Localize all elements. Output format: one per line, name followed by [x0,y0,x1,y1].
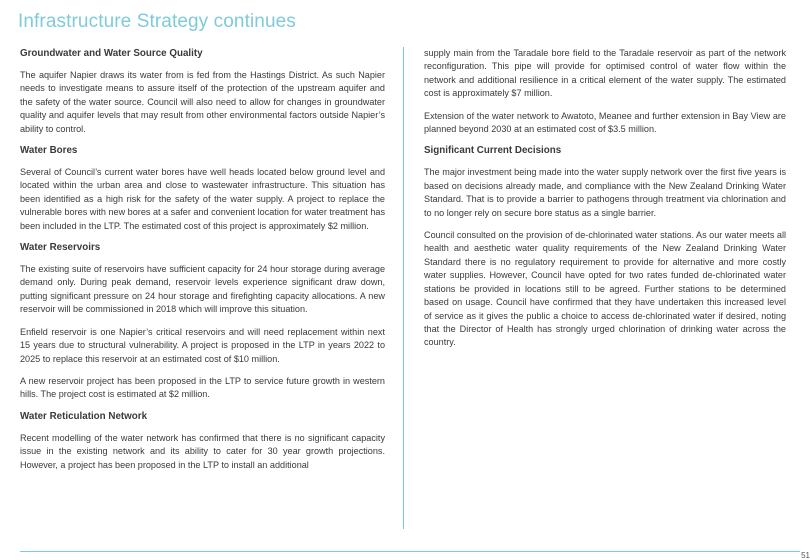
column-divider [403,47,404,529]
body-paragraph: Council consulted on the provision of de-chlorinated water stations. As our water meets all health and aesthetic water quality requirements of the New Zealand Drinking Water Standard there is no regulatory requirement to provide for alternative and more costly water supplies. However, Council have opted for two rates funded de-chlorinated water stations be provided in locations still to be agreed. Further stations to be determined based on usage. Council have confirmed that they have undertaken this increased level of service as it gives the public a choice to access de-chlorinated water if desired, noting that the Director of Health has strongly urged chlorination of drinking water across the country. [424,230,786,348]
section-heading: Water Bores [20,145,78,157]
body-paragraph: Several of Council’s current water bores have well heads located below ground level and located within the urban area and close to wastewater infrastructure. This situation has been identified as a high risk for the safety of the water supply. A project to replace the vulnerable bores with new bores at a safer and convenient location for water treatment has been included in the LTP. The estimated cost of this project is approximately $2 million. [20,167,385,231]
section-heading: Significant Current Decisions [424,145,562,157]
body-paragraph: Extension of the water network to Awatoto, Meanee and further extension in Bay View are planned beyond 2030 at an estimated cost of $3.5 million. [424,110,786,135]
body-paragraph: The aquifer Napier draws its water from is fed from the Hastings District. As such Napier needs to investigate means to assure itself of the protection of the upstream aquifer and the safety of the water source. Council will also need to allow for changes in groundwater quality and aquifer levels that may result from other environmental factors outside Napier’s ability to control. [20,70,385,134]
body-paragraph: The existing suite of reservoirs have sufficient capacity for 24 hour storage during average demand only. During peak demand, reservoir levels experience significant draw down, putting significant pressure on 24 hour storage and firefighting capacity allocations. A new reservoir will be commissioned in 2018 which will improve this situation. [20,264,385,315]
body-paragraph: Enfield reservoir is one Napier’s critical reservoirs and will need replacement within next 15 years due to structural vulnerability. A project is proposed in the LTP in years 2022 to 2025 to replace this reservoir at an estimated cost of $10 million. [20,326,385,364]
body-paragraph: A new reservoir project has been proposed in the LTP to service future growth in western hills. The project cost is estimated at $2 million. [20,375,385,400]
body-paragraph: supply main from the Taradale bore field to the Taradale reservoir as part of the network reconfiguration. This pipe will provide for optimised control of water flow within the network and additional resilience in a critical element of the water supply. The estimated cost is approximately $7 million. [424,48,786,99]
body-paragraph: The major investment being made into the water supply network over the first five years is based on decisions already made, and compliance with the New Zealand Drinking Water Standard. That is to provide a barrier to pathogens through treatment via chlorination and to no longer rely on secure bore status as a single barrier. [424,167,786,218]
body-paragraph: Recent modelling of the water network has confirmed that there is no significant capacity issue in the existing network and its ability to cater for 30 year growth projections. However, a project has been proposed in the LTP to install an additional [20,432,385,470]
section-heading: Water Reservoirs [20,242,101,254]
section-heading: Water Reticulation Network [20,410,148,422]
right-column [424,47,786,350]
section-heading: Groundwater and Water Source Quality [20,48,203,59]
left-column [20,47,385,472]
footer-rule [20,551,800,552]
page-title: Infrastructure Strategy continues [18,11,296,32]
page-number: 51 [801,551,810,560]
